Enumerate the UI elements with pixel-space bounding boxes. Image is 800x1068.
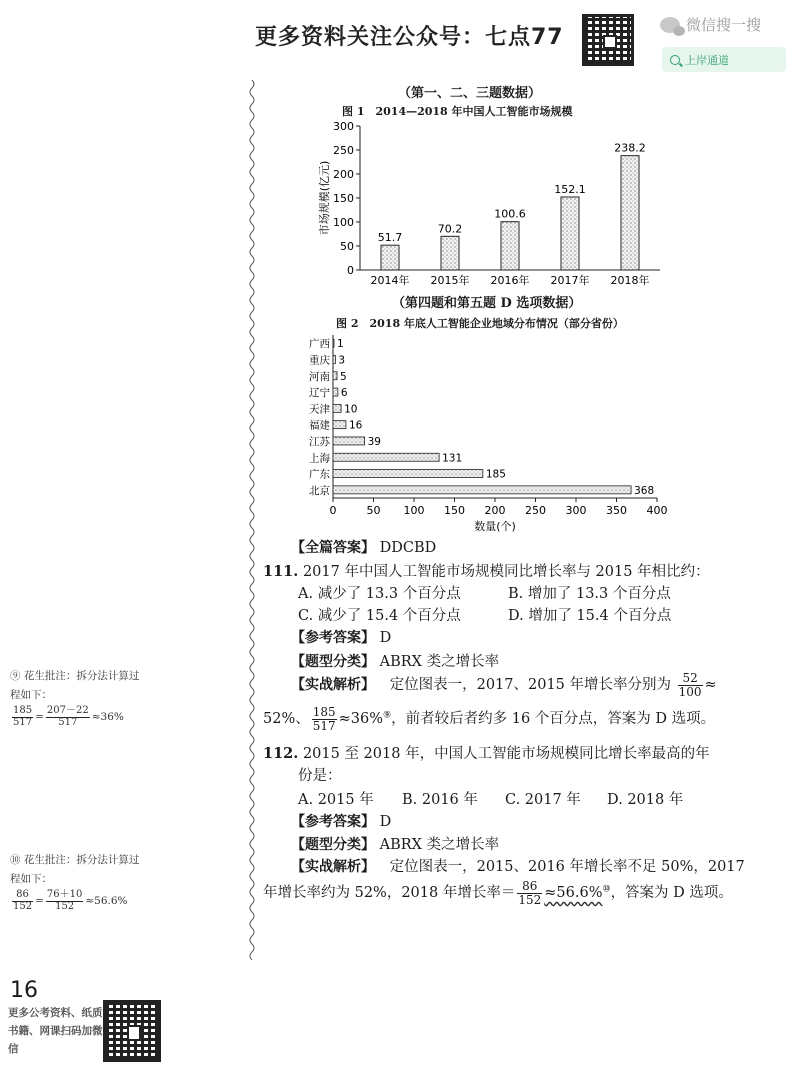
chart1-title: 图 1 2014—2018 年中国人工智能市场规模 <box>342 105 573 118</box>
promo-text: 更多公考资料、纸质书籍、网课扫码加微信 <box>8 1007 103 1055</box>
data-label: 131 <box>442 452 463 465</box>
search-icon <box>670 55 680 65</box>
q112-fraction: $\frac{86}{152}$ <box>518 879 542 907</box>
q111-reference <box>291 627 391 647</box>
bar <box>333 453 439 461</box>
wechat-label: 微信搜一搜 <box>686 16 762 34</box>
q111-option-c: C. 减少了 15.4 个百分点 <box>298 608 461 624</box>
x-tick-label: 2015年 <box>430 274 470 287</box>
x-tick-label: 0 <box>329 504 337 517</box>
q112-stem-line2: 份是： <box>298 768 342 784</box>
search-button-label: 上岸通道 <box>685 53 729 67</box>
q112-type <box>291 833 499 854</box>
bar <box>381 245 399 270</box>
x-tick-label: 2016年 <box>490 274 530 287</box>
q111-option-b: B. 增加了 13.3 个百分点 <box>508 586 671 602</box>
y-axis-label: 市场规模(亿元) <box>318 160 331 236</box>
q111-type <box>291 650 499 671</box>
y-tick-label: 广西 <box>309 338 330 351</box>
side-note-10: ⑩ 花生批注：拆分法计算过 程如下： $\frac{86}{152}$ = $\frac{76+10}{152}$ ≈56.6% <box>10 854 140 912</box>
data-label: 5 <box>340 370 347 383</box>
bar <box>441 236 459 270</box>
q111-ref-value: D <box>379 630 392 646</box>
chart1-caption: （第一、二、三题数据） <box>398 86 542 101</box>
column-divider <box>248 80 256 960</box>
side-note-9: ⑨ 花生批注：拆分法计算过 程如下： $\frac{185}{517}$ = $\frac{207-22}{517}$ ≈36% <box>10 670 140 728</box>
bar <box>333 372 337 380</box>
q111-analysis-line1: 【实战解析】 定位图表一，2017、2015 年增长率分别为 $\frac{52}{100}$ ≈ <box>291 671 717 699</box>
x-tick-label: 2018年 <box>610 274 650 287</box>
x-tick-label: 50 <box>366 504 381 517</box>
q112-type-label: 【题型分类】 <box>291 837 375 853</box>
x-tick-label: 350 <box>606 504 627 517</box>
y-tick-label: 250 <box>333 144 354 157</box>
q111-option-a: A. 减少了 13.3 个百分点 <box>298 586 461 602</box>
bar <box>561 197 579 270</box>
bar <box>621 156 639 270</box>
q111-type-value: ABRX 类之增长率 <box>379 654 500 670</box>
q112-analysis-label: 【实战解析】 <box>291 859 375 875</box>
all-answers-label: 【全篇答案】 <box>291 540 375 556</box>
x-tick-label: 2017年 <box>550 274 590 287</box>
all-answers <box>291 537 436 557</box>
x-tick-label: 300 <box>565 504 587 517</box>
y-tick-label: 辽宁 <box>309 387 330 400</box>
data-label: 238.2 <box>614 141 646 155</box>
y-tick-label: 0 <box>347 264 354 277</box>
chart2-caption: （第四题和第五题 D 选项数据） <box>392 296 582 311</box>
wechat-search-bar[interactable] <box>660 14 761 35</box>
y-tick-label: 河南 <box>309 370 330 383</box>
data-label: 3 <box>338 354 346 367</box>
q111-ref-label: 【参考答案】 <box>291 630 375 646</box>
data-label: 16 <box>348 419 363 432</box>
qr-code-icon <box>582 14 634 66</box>
q112-ref-value: D <box>379 814 392 830</box>
q112-ref-label: 【参考答案】 <box>291 814 375 830</box>
x-tick-label: 400 <box>646 504 668 517</box>
q111-fraction-2: $\frac{185}{517}$ <box>312 705 336 733</box>
qr-code-icon <box>103 1000 161 1062</box>
bar <box>333 339 334 347</box>
q112-analysis-line2: 年增长率约为 52%，2018 年增长率＝ $\frac{86}{152}$ ≈56.6%⑩，答案为 D 选项。 <box>263 879 733 907</box>
y-tick-label: 上海 <box>309 452 330 465</box>
data-label: 368 <box>634 484 655 497</box>
q112-option-c: C. 2017 年 <box>505 792 581 808</box>
bar <box>333 388 338 396</box>
q112-type-value: ABRX 类之增长率 <box>379 837 500 853</box>
y-tick-label: 200 <box>333 168 354 181</box>
bar <box>333 437 365 445</box>
bar <box>333 421 346 429</box>
y-tick-label: 北京 <box>309 484 330 497</box>
data-label: 100.6 <box>494 207 526 221</box>
y-tick-label: 天津 <box>309 403 330 416</box>
q112-option-a: A. 2015 年 <box>298 792 374 808</box>
y-tick-label: 江苏 <box>309 435 330 448</box>
q112-option-b: B. 2016 年 <box>402 792 478 808</box>
data-label: 39 <box>367 435 381 448</box>
x-tick-label: 250 <box>525 504 546 517</box>
wechat-icon <box>660 17 680 33</box>
y-tick-label: 福建 <box>309 419 330 432</box>
page-number: 16 <box>10 978 38 1003</box>
bar <box>333 355 335 363</box>
y-tick-label: 100 <box>333 216 354 229</box>
q112-option-d: D. 2018 年 <box>607 792 684 808</box>
q112-analysis-line1: 【实战解析】 定位图表一，2015、2016 年增长率不足 50%，2017 <box>291 859 745 875</box>
y-tick-label: 300 <box>333 120 354 133</box>
q111-stem <box>263 560 710 581</box>
q111-type-label: 【题型分类】 <box>291 654 375 670</box>
q111-fraction-1: $\frac{52}{100}$ <box>678 671 702 699</box>
q111-analysis-label: 【实战解析】 <box>291 677 375 694</box>
y-tick-label: 广东 <box>309 468 330 481</box>
q112-stem: 112. 2015 至 2018 年，中国人工智能市场规模同比增长率最高的年 <box>263 745 710 762</box>
x-tick-label: 200 <box>484 504 506 517</box>
data-label: 10 <box>344 403 358 416</box>
q111-stem-text: 2017 年中国人工智能市场规模同比增长率与 2015 年相比约： <box>302 564 710 580</box>
q111-analysis-line2: 52%、 $\frac{185}{517}$ ≈36%⑨，前者较后者约多 16 个百分点，答案为 D 选项。 <box>263 705 716 733</box>
data-label: 6 <box>340 387 348 400</box>
x-tick-label: 2014年 <box>370 274 410 287</box>
chart1-market-size <box>310 118 670 290</box>
y-tick-label: 50 <box>340 240 354 253</box>
bar <box>501 222 519 270</box>
bar <box>333 470 483 478</box>
q112-wavy-calc: $\frac{86}{152}$ ≈56.6% <box>518 879 603 907</box>
y-tick-label: 150 <box>333 192 354 205</box>
data-label: 51.7 <box>377 231 403 245</box>
x-tick-label: 150 <box>444 504 465 517</box>
data-label: 185 <box>485 468 506 481</box>
bar <box>333 486 631 494</box>
data-label: 1 <box>337 338 344 351</box>
bar <box>333 404 341 412</box>
y-tick-label: 重庆 <box>309 354 330 367</box>
q111-option-d: D. 增加了 15.4 个百分点 <box>508 608 672 624</box>
data-label: 70.2 <box>437 222 463 236</box>
chart2-title: 图 2 2018 年底人工智能企业地域分布情况（部分省份） <box>336 317 624 330</box>
header-title: 更多资料关注公众号：七点77 <box>255 25 564 50</box>
search-button[interactable] <box>662 47 786 72</box>
chart2-enterprise-distribution <box>295 333 675 533</box>
q112-number: 112. <box>263 745 299 762</box>
x-tick-label: 100 <box>403 504 425 517</box>
x-axis-label: 数量(个) <box>474 520 516 533</box>
q111-number: 111. <box>263 563 299 580</box>
all-answers-value: DDCBD <box>379 540 437 556</box>
data-label: 152.1 <box>554 182 586 196</box>
q112-reference <box>291 811 391 831</box>
